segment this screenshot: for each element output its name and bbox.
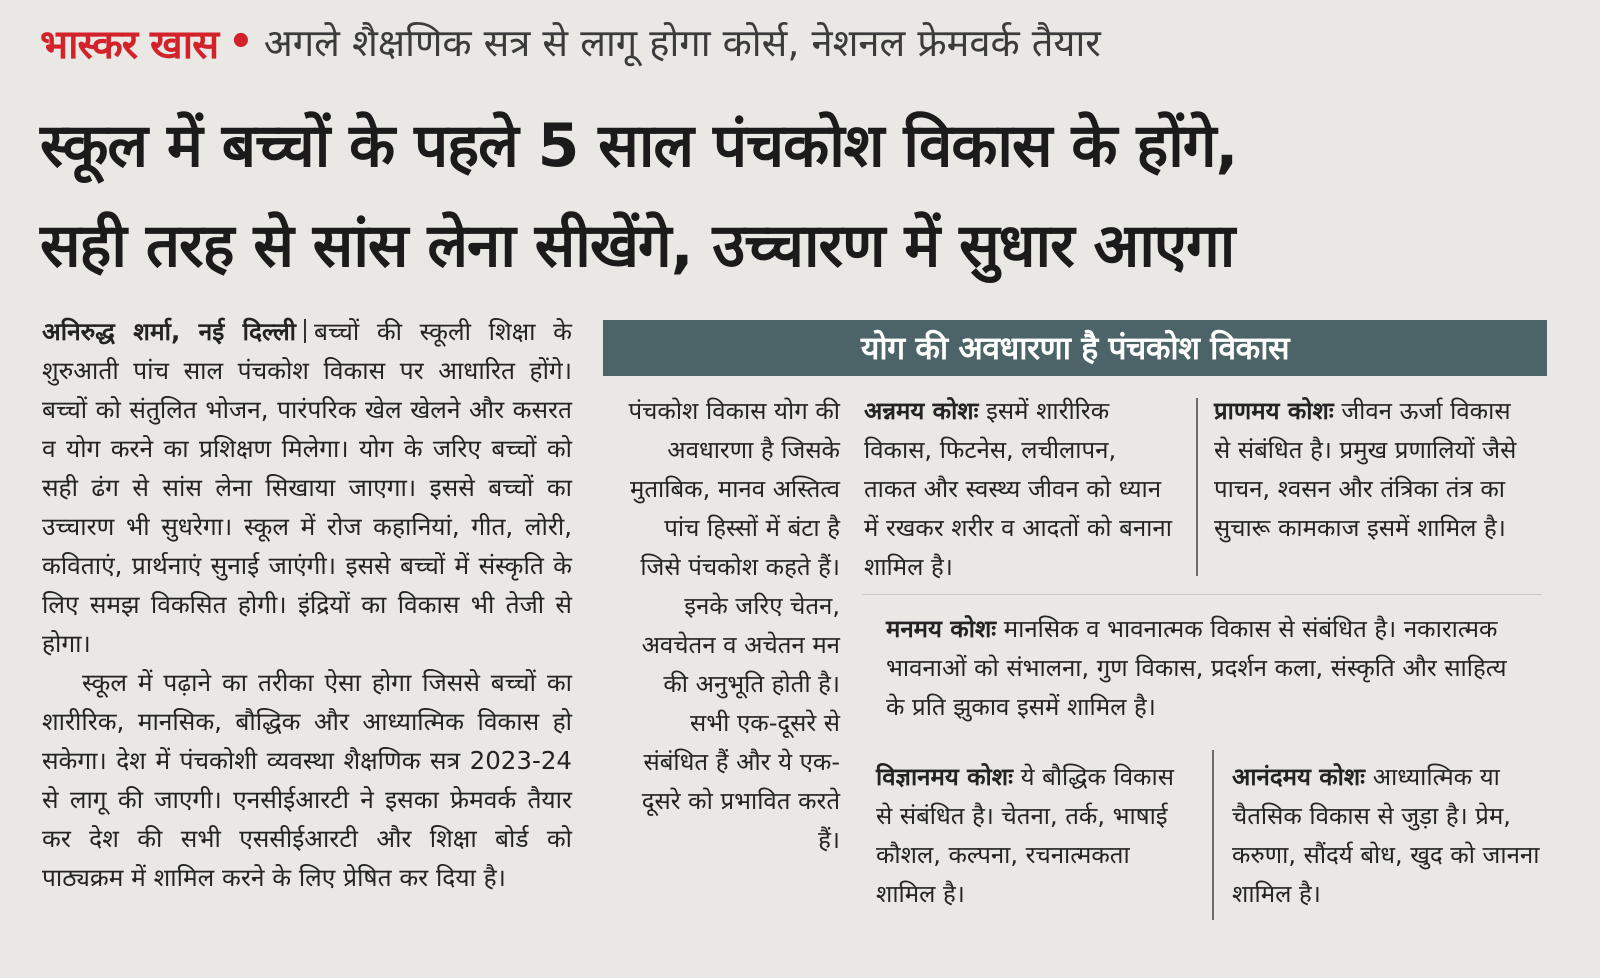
kosha-title: अन्नमय कोशः (864, 397, 979, 425)
article-paragraph-1 (42, 312, 572, 663)
kicker-text: अगले शैक्षणिक सत्र से लागू होगा कोर्स, नेशनल फ्रेमवर्क तैयार (263, 21, 1101, 65)
sidebar-banner: योग की अवधारणा है पंचकोश विकास (603, 320, 1547, 376)
kosha-title: विज्ञानमय कोशः (876, 763, 1013, 791)
kosha-text: जीवन ऊर्जा विकास से संबंधित है। प्रमुख प्रणालियों जैसे पाचन, श्वसन और तंत्रिका तंत्र का सुचारू कामकाज इसमें शामिल है। (1214, 397, 1517, 542)
kosha-title: आनंदमय कोशः (1232, 763, 1366, 791)
kosha-text: मानसिक व भावनात्मक विकास से संबंधित है। नकारात्मक भावनाओं को संभालना, गुण विकास, प्रदर्शन कला, संस्कृति और साहित्य के प्रति झुकाव इसमें शामिल है। (886, 615, 1507, 721)
bullet-separator: • (228, 19, 254, 65)
article-paragraph-2: स्कूल में पढ़ाने का तरीका ऐसा होगा जिससे बच्चों का शारीरिक, मानसिक, बौद्धिक और आध्यात्मिक विकास हो सकेगा। देश में पंचकोशी व्यवस्था शैक्षणिक सत्र 2023-24 से लागू की जाएगी। एनसीईआरटी ने इसका फ्रेमवर्क तैयार कर देश की सभी एससीईआरटी और शिक्षा बोर्ड को पाठ्यक्रम में शामिल करने के लिए प्रेषित कर दिया है। (42, 668, 572, 892)
kosha-vijnanamaya (876, 758, 1196, 914)
kosha-title: प्राणमय कोशः (1214, 397, 1334, 425)
kosha-title: मनमय कोशः (886, 615, 997, 643)
byline-divider (304, 319, 306, 343)
kosha-text: ये बौद्धिक विकास से संबंधित है। चेतना, तर्क, भाषाई कौशल, कल्पना, रचनात्मकता शामिल है। (876, 763, 1174, 908)
kosha-text: आध्यात्मिक या चैतसिक विकास से जुड़ा है। प्रेम, करुणा, सौंदर्य बोध, खुद को जानना शामिल है। (1232, 763, 1540, 908)
kicker-row (40, 12, 1570, 72)
kosha-text: इसमें शारीरिक विकास, फिटनेस, लचीलापन, ताकत और स्वस्थ्य जीवन को ध्यान में रखकर शरीर व आदतों को बनाना शामिल है। (864, 397, 1172, 581)
brand-label: भास्कर खास (40, 21, 219, 68)
headline-line-1: स्कूल में बच्चों के पहले 5 साल पंचकोश विकास के होंगे, (40, 111, 1238, 181)
kosha-annamaya (864, 392, 1174, 587)
column-divider (1212, 750, 1214, 920)
kosha-anandamaya (1232, 758, 1552, 914)
article-paragraph-1-text: बच्चों की स्कूली शिक्षा के शुरुआती पांच साल पंचकोश विकास पर आधारित होंगे। बच्चों को संतुलित भोजन, पारंपरिक खेल खेलने और कसरत व योग करने का प्रशिक्षण मिलेगा। योग के जरिए बच्चों को सही ढंग से सांस लेना सिखाया जाएगा। इससे बच्चों का उच्चारण भी सुधरेगा। स्कूल में रोज कहानियां, गीत, लोरी, कविताएं, प्रार्थनाएं सुनाई जाएंगी। इससे बच्चों में संस्कृति के लिए समझ विकसित होगी। इंद्रियों का विकास भी तेजी से होगा। (42, 317, 572, 658)
section-divider (862, 594, 1542, 595)
sidebar-intro: पंचकोश विकास योग की अवधारणा है जिसके मुताबिक, मानव अस्तित्व पांच हिस्सों में बंटा है जिसे पंचकोश कहते हैं। इनके जरिए चेतन, अवचेतन व अचेतन मन की अनुभूति होती है। सभी एक-दूसरे से संबंधित हैं और ये एक-दूसरे को प्रभावित करते हैं। (628, 397, 840, 854)
headline (40, 96, 1580, 296)
byline: अनिरुद्ध शर्मा, नई दिल्ली (42, 317, 297, 346)
headline-line-2: सही तरह से सांस लेना सीखेंगे, उच्चारण में सुधार आएगा (40, 211, 1235, 281)
article-body (42, 312, 572, 952)
kosha-manomaya (886, 610, 1526, 727)
kosha-pranamaya (1214, 392, 1534, 548)
column-divider (1196, 398, 1198, 576)
